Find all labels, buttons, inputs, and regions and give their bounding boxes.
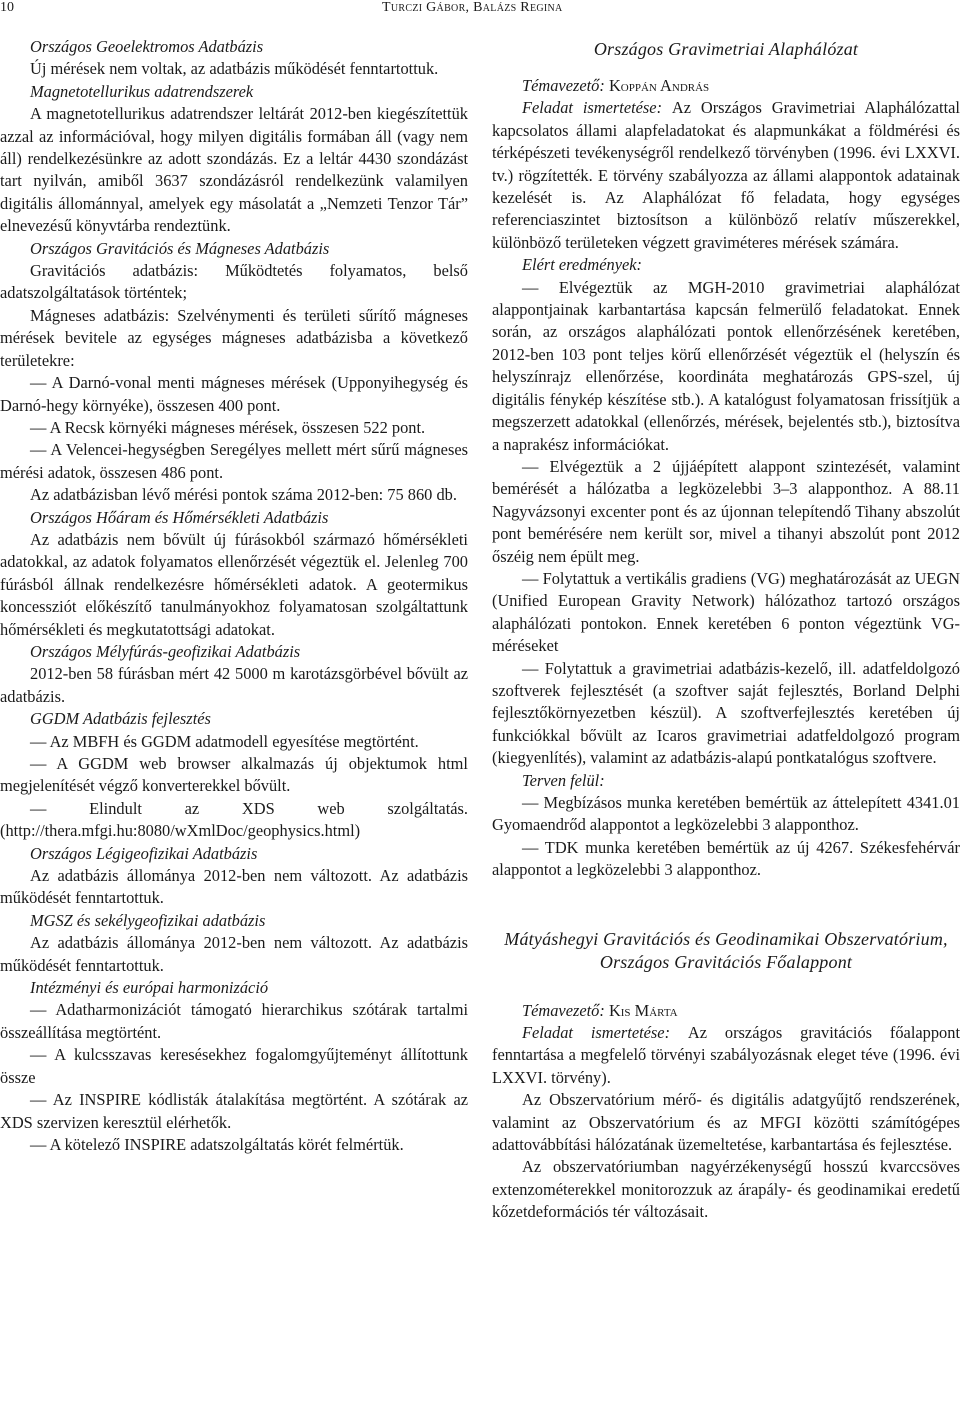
paragraph: Az adatbázisban lévő mérési pontok száma 2012-ben: 75 860 db.	[30, 485, 457, 505]
section-title: Országos Gravimetriai Alaphálózat	[593, 39, 859, 59]
subsection-heading: Országos Légigeofizikai Adatbázis	[30, 843, 258, 863]
paragraph: Az obszervatóriumban nagyérzékenységű hosszú kvarccsöves extenzométerekkel monitorozzuk az árapály- és geodinamikai eredetű kőzetdeformációs tér változásait.	[492, 1157, 960, 1222]
page-header	[0, 0, 960, 20]
paragraph: — Az INSPIRE kódlisták átalakítása megtörtént. A szótárak az XDS szervizen keresztül elérhetők.	[0, 1090, 468, 1132]
paragraph: — Elvégeztük a 2 újjáépített alappont szintezését, valamint bemérését a hálózatba a legközelebbi 3–3 alapponthoz. A 88.11 Nagyvázsonyi excenter pont és az újonnan telepítendő Tihany abszolút pont bemérésére nem került sor, mivel a tihanyi abszolút pont 2012 őszéig nem épült meg.	[492, 456, 960, 566]
supervisor-label: Témavezető:	[522, 76, 609, 95]
subsection-heading: Országos Hőáram és Hőmérsékleti Adatbázis	[30, 507, 329, 527]
paragraph: — Folytattuk a vertikális gradiens (VG) meghatározását az UEGN (Unified European Gravity Network) hálózathoz tartozó országos alaphálózati pontokon. Ennek keretében 6 ponton végeztünk VG-méréseket	[492, 568, 960, 656]
supervisor-name: Koppán András	[608, 76, 710, 95]
paragraph: — A GGDM web browser alkalmazás új objektumok html megjelenítését végző konverterekkel bővült.	[0, 754, 468, 796]
paragraph: — Elvégeztük az MGH-2010 gravimetriai alaphálózat alappontjainak karbantartása kapcsán felmerülő feladatokat. Ennek során, az országos alaphálózati pontok ellenőrzésének keretében, 2012-ben 103 pont teljes körű ellenőrzését végeztük el (helyszín és helyszínrajz ellenőrzése, koordináta meghatározás GPS-szel, új digitális fénykép készítése stb.). A katalógust folyamatosan frissítjük a megszerzett adatokkal (ellenőrzés, mérések, bejelentés stb.), biztosítva a naprakész információkat.	[492, 277, 960, 454]
paragraph: — A Recsk környéki mágneses mérések, összesen 522 pont.	[30, 417, 426, 437]
paragraph: Az adatbázis állománya 2012-ben nem változott. Az adatbázis működését fenntartottuk.	[0, 866, 468, 908]
paragraph-text: Az országos gravitációs főalappont fenntartása a megfelelő törvényi szabályozásnak eleget téve (1996. évi LXXVI. törvény).	[492, 1023, 960, 1087]
paragraph: 2012-ben 58 fúrásban mért 42 5000 m karotázsgörbével bővült az adatbázis.	[0, 664, 468, 706]
paragraph: — Adatharmonizációt támogató hierarchikus szótárak tartalmi összeállítása megtörtént.	[0, 1000, 468, 1042]
running-head: Turczi Gábor, Balázs Regina	[382, 0, 563, 15]
supervisor-label: Témavezető:	[522, 1000, 609, 1020]
subsection-heading: GGDM Adatbázis fejlesztés	[30, 709, 211, 729]
subsection-heading: Terven felül:	[522, 770, 605, 790]
subsection-heading: Országos Geoelektromos Adatbázis	[30, 37, 264, 56]
paragraph: — Megbízásos munka keretében bemértük az áttelepített 4341.01 Gyomaendrőd alappontot a legközelebbi 3 alapponthoz.	[492, 793, 960, 835]
labeled-paragraph	[492, 1022, 960, 1089]
paragraph-label: Feladat ismertetése:	[522, 1023, 688, 1043]
paragraph: — Elindult az XDS web szolgáltatás. (http://thera.mfgi.hu:8080/wXmlDoc/geophysics.html)	[0, 798, 468, 841]
paragraph: Az adatbázis állománya 2012-ben nem változott. Az adatbázis működését fenntartottuk.	[0, 933, 468, 975]
paragraph: — A kulcsszavas keresésekhez fogalomgyűjteményt állítottunk össze	[0, 1045, 468, 1087]
subsection-heading: Országos Mélyfúrás-geofizikai Adatbázis	[30, 641, 301, 661]
subsection-heading: Elért eredmények:	[522, 255, 642, 275]
paragraph: — A Darnó-vonal menti mágneses mérések (Upponyihegység és Darnó-hegy környéke), összesen 400 pont.	[0, 373, 468, 415]
paragraph: — TDK munka keretében bemértük az új 4267. Székesfehérvár alappontot a legközelebbi 3 alapponthoz.	[492, 837, 960, 880]
subsection-heading: Magnetotellurikus adatrendszerek	[30, 81, 254, 101]
paragraph: — A Velencei-hegységben Seregélyes mellett mért sűrű mágneses mérési adatok, összesen 486 pont.	[0, 440, 468, 482]
paragraph-text: Az Országos Gravimetriai Alaphálózattal kapcsolatos állami alapfeladatokat és alapmunkákat a földmérési és térképészeti tevékenységről rendelkező törvényben (1996. évi LXXVI. tv.) rögzítették. E törvény szabályozza az állami alappontok adatainak kezelését is. Az Alaphálózat fő feladata, hogy egységes referenciaszintet biztosítson a különböző relatív műszerekkel, különböző területeken végzett graviméteres mérések számára.	[492, 98, 960, 252]
labeled-paragraph	[492, 97, 960, 254]
paragraph: A magnetotellurikus adatrendszer leltárát 2012-ben kiegészítettük azzal az információval, hogy milyen digitális formában áll (vagy nem áll) rendelkezésünkre az adott szondázás. Ez a leltár 4430 szondázást tart nyilván, amiből 3637 szondázásról rendelkezünk valamilyen digitális állománnyal, amelyek egy másolatát a „Nemzeti Tenzor Tár” elnevezésű könyvtárba rendeztünk.	[0, 104, 468, 236]
paragraph: Mágneses adatbázis: Szelvénymenti és területi sűrítő mágneses mérések bevitele az egységes mágneses adatbázisba a következő területekre:	[0, 305, 468, 370]
subsection-heading: Intézményi és európai harmonizáció	[30, 978, 269, 998]
paragraph: Gravitációs adatbázis: Működtetés folyamatos, belső adatszolgáltatások történtek;	[0, 261, 468, 303]
paragraph: Új mérések nem voltak, az adatbázis működését fenntartottuk.	[30, 59, 439, 79]
supervisor-line	[492, 75, 960, 97]
subsection-heading: MGSZ és sekélygeofizikai adatbázis	[30, 910, 266, 930]
subsection-heading: Országos Gravitációs és Mágneses Adatbázis	[30, 238, 330, 258]
supervisor-line	[492, 1000, 960, 1022]
paragraph: Az adatbázis nem bővült új fúrásokból származó hőmérsékleti adatokkal, az adatok folyamatos ellenőrzését végeztük el. Jelenleg 700 fúrásból állnak rendelkezésre hőmérsékleti adatok. A geotermikus koncessziót előkészítő tanulmányokhoz folyamatosan szolgáltattunk hőmérsékleti és megkutatottsági adatokat.	[0, 529, 468, 639]
paragraph: — Folytattuk a gravimetriai adatbázis-kezelő, ill. adatfeldolgozó szoftverek fejlesztését (a szoftver saját fejlesztés, Borland Delphi fejlesztőkörnyezetben készül). A szoftverfejlesztés keretében új funkciókkal bővült az Icaros gravimetriai adatfeldolgozó program (kiegyenlítés), valamint az adatbázis-alapú pontkatalógus szoftvere.	[492, 658, 960, 768]
right-column	[492, 36, 960, 1224]
paragraph: — A kötelező INSPIRE adatszolgáltatás körét felmértük.	[30, 1134, 404, 1154]
paragraph: Az Obszervatórium mérő- és digitális adatgyűjtő rendszerének, valamint az Obszervatórium és az MFGI közötti számítógépes adattovábbítási hálózatának üzemeltetése, karbantartása és fejlesztése.	[492, 1090, 960, 1155]
supervisor-name: Kis Márta	[608, 1000, 678, 1020]
paragraph: — Az MBFH és GGDM adatmodell egyesítése megtörtént.	[30, 731, 419, 751]
page-number: 10	[0, 0, 14, 15]
section-title: Mátyáshegyi Gravitációs és Geodinamikai Obszervatórium, Országos Gravitációs Főalappont	[504, 928, 948, 972]
paragraph-label: Feladat ismertetése:	[522, 98, 672, 118]
left-column	[0, 36, 468, 1156]
